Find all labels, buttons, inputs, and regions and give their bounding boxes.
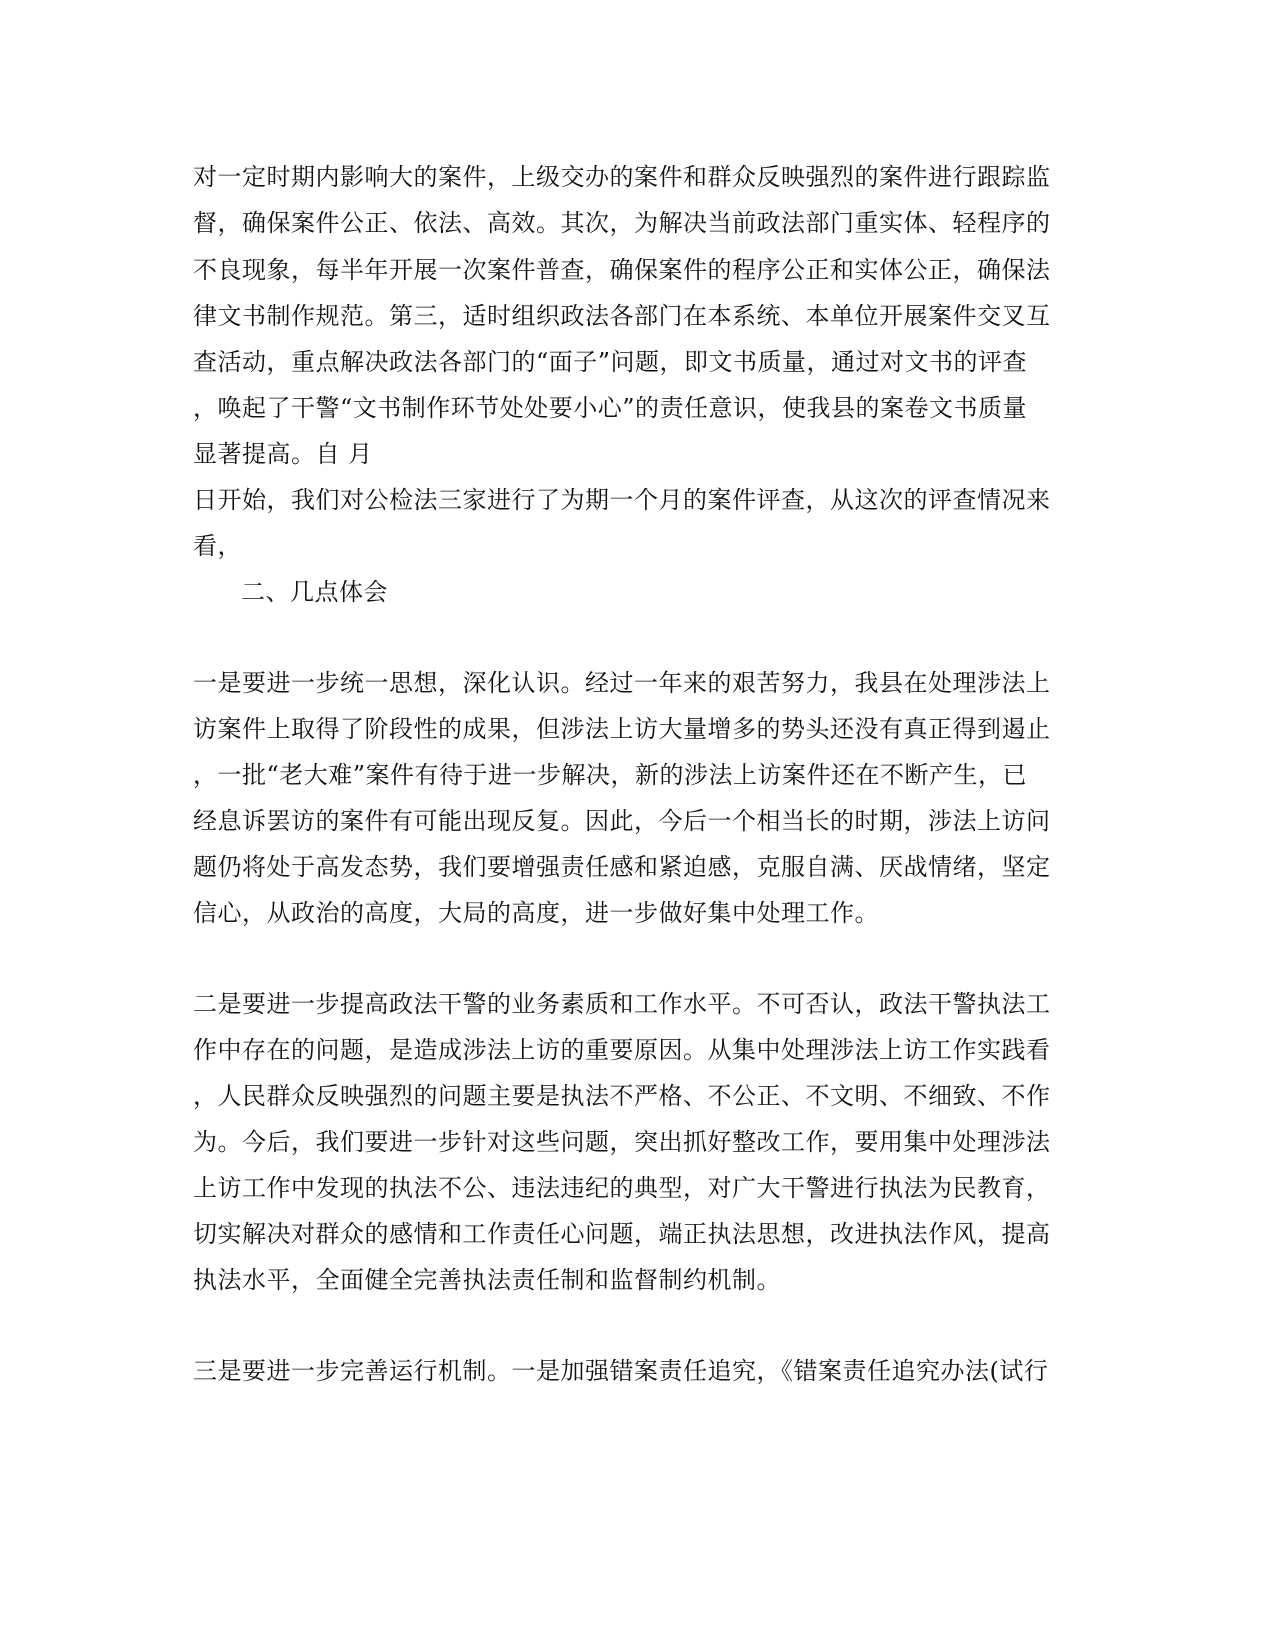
text-line: 信心，从政治的高度，大局的高度，进一步做好集中处理工作。 [193, 899, 879, 927]
text-line: 为。今后，我们要进一步针对这些问题，突出抓好整改工作，要用集中处理涉法 [193, 1128, 1051, 1156]
text-line: 律文书制作规范。第三，适时组织政法各部门在本系统、本单位开展案件交叉互 [193, 302, 1051, 330]
text-line: 题仍将处于高发态势，我们要增强责任感和紧迫感，克服自满、厌战情绪，坚定 [193, 853, 1051, 881]
text-line: 二是要进一步提高政法干警的业务素质和工作水平。不可否认，政法干警执法工 [193, 990, 1051, 1018]
text-line: 三是要进一步完善运行机制。一是加强错案责任追究，《错案责任追究办法(试行 [193, 1357, 1049, 1385]
section-heading: 二、几点体会 [241, 578, 388, 606]
text-line: 切实解决对群众的感情和工作责任心问题，端正执法思想，改进执法作风，提高 [193, 1220, 1051, 1248]
text-line: 对一定时期内影响大的案件，上级交办的案件和群众反映强烈的案件进行跟踪监 [193, 163, 1051, 191]
text-line: 查活动，重点解决政法各部门的“面子”问题，即文书质量，通过对文书的评查 [193, 348, 1028, 376]
text-line: 看， [193, 532, 242, 560]
text-line: 执法水平，全面健全完善执法责任制和监督制约机制。 [193, 1266, 781, 1294]
text-line: 日开始，我们对公检法三家进行了为期一个月的案件评查，从这次的评查情况来 [193, 486, 1051, 514]
text-line: 督，确保案件公正、依法、高效。其次，为解决当前政法部门重实体、轻程序的 [193, 209, 1051, 237]
text-line: 不良现象，每半年开展一次案件普查，确保案件的程序公正和实体公正，确保法 [193, 256, 1051, 284]
text-line: 上访工作中发现的执法不公、违法违纪的典型，对广大干警进行执法为民教育， [193, 1174, 1051, 1202]
text-line: 经息诉罢访的案件有可能出现反复。因此，今后一个相当长的时期，涉法上访问 [193, 807, 1051, 835]
text-line: 访案件上取得了阶段性的成果，但涉法上访大量增多的势头还没有真正得到遏止 [193, 715, 1051, 743]
text-line: 显著提高。自 月 [193, 440, 373, 468]
text-line: ，一批“老大难”案件有待于进一步解决，新的涉法上访案件还在不断产生，已 [193, 761, 1028, 789]
text-line: ，人民群众反映强烈的问题主要是执法不严格、不公正、不文明、不细致、不作 [193, 1082, 1051, 1110]
text-line: ，唤起了干警“文书制作环节处处要小心”的责任意识，使我县的案卷文书质量 [193, 394, 1028, 422]
text-line: 作中存在的问题，是造成涉法上访的重要原因。从集中处理涉法上访工作实践看 [193, 1036, 1051, 1064]
text-line: 一是要进一步统一思想，深化认识。经过一年来的艰苦努力，我县在处理涉法上 [193, 669, 1051, 697]
